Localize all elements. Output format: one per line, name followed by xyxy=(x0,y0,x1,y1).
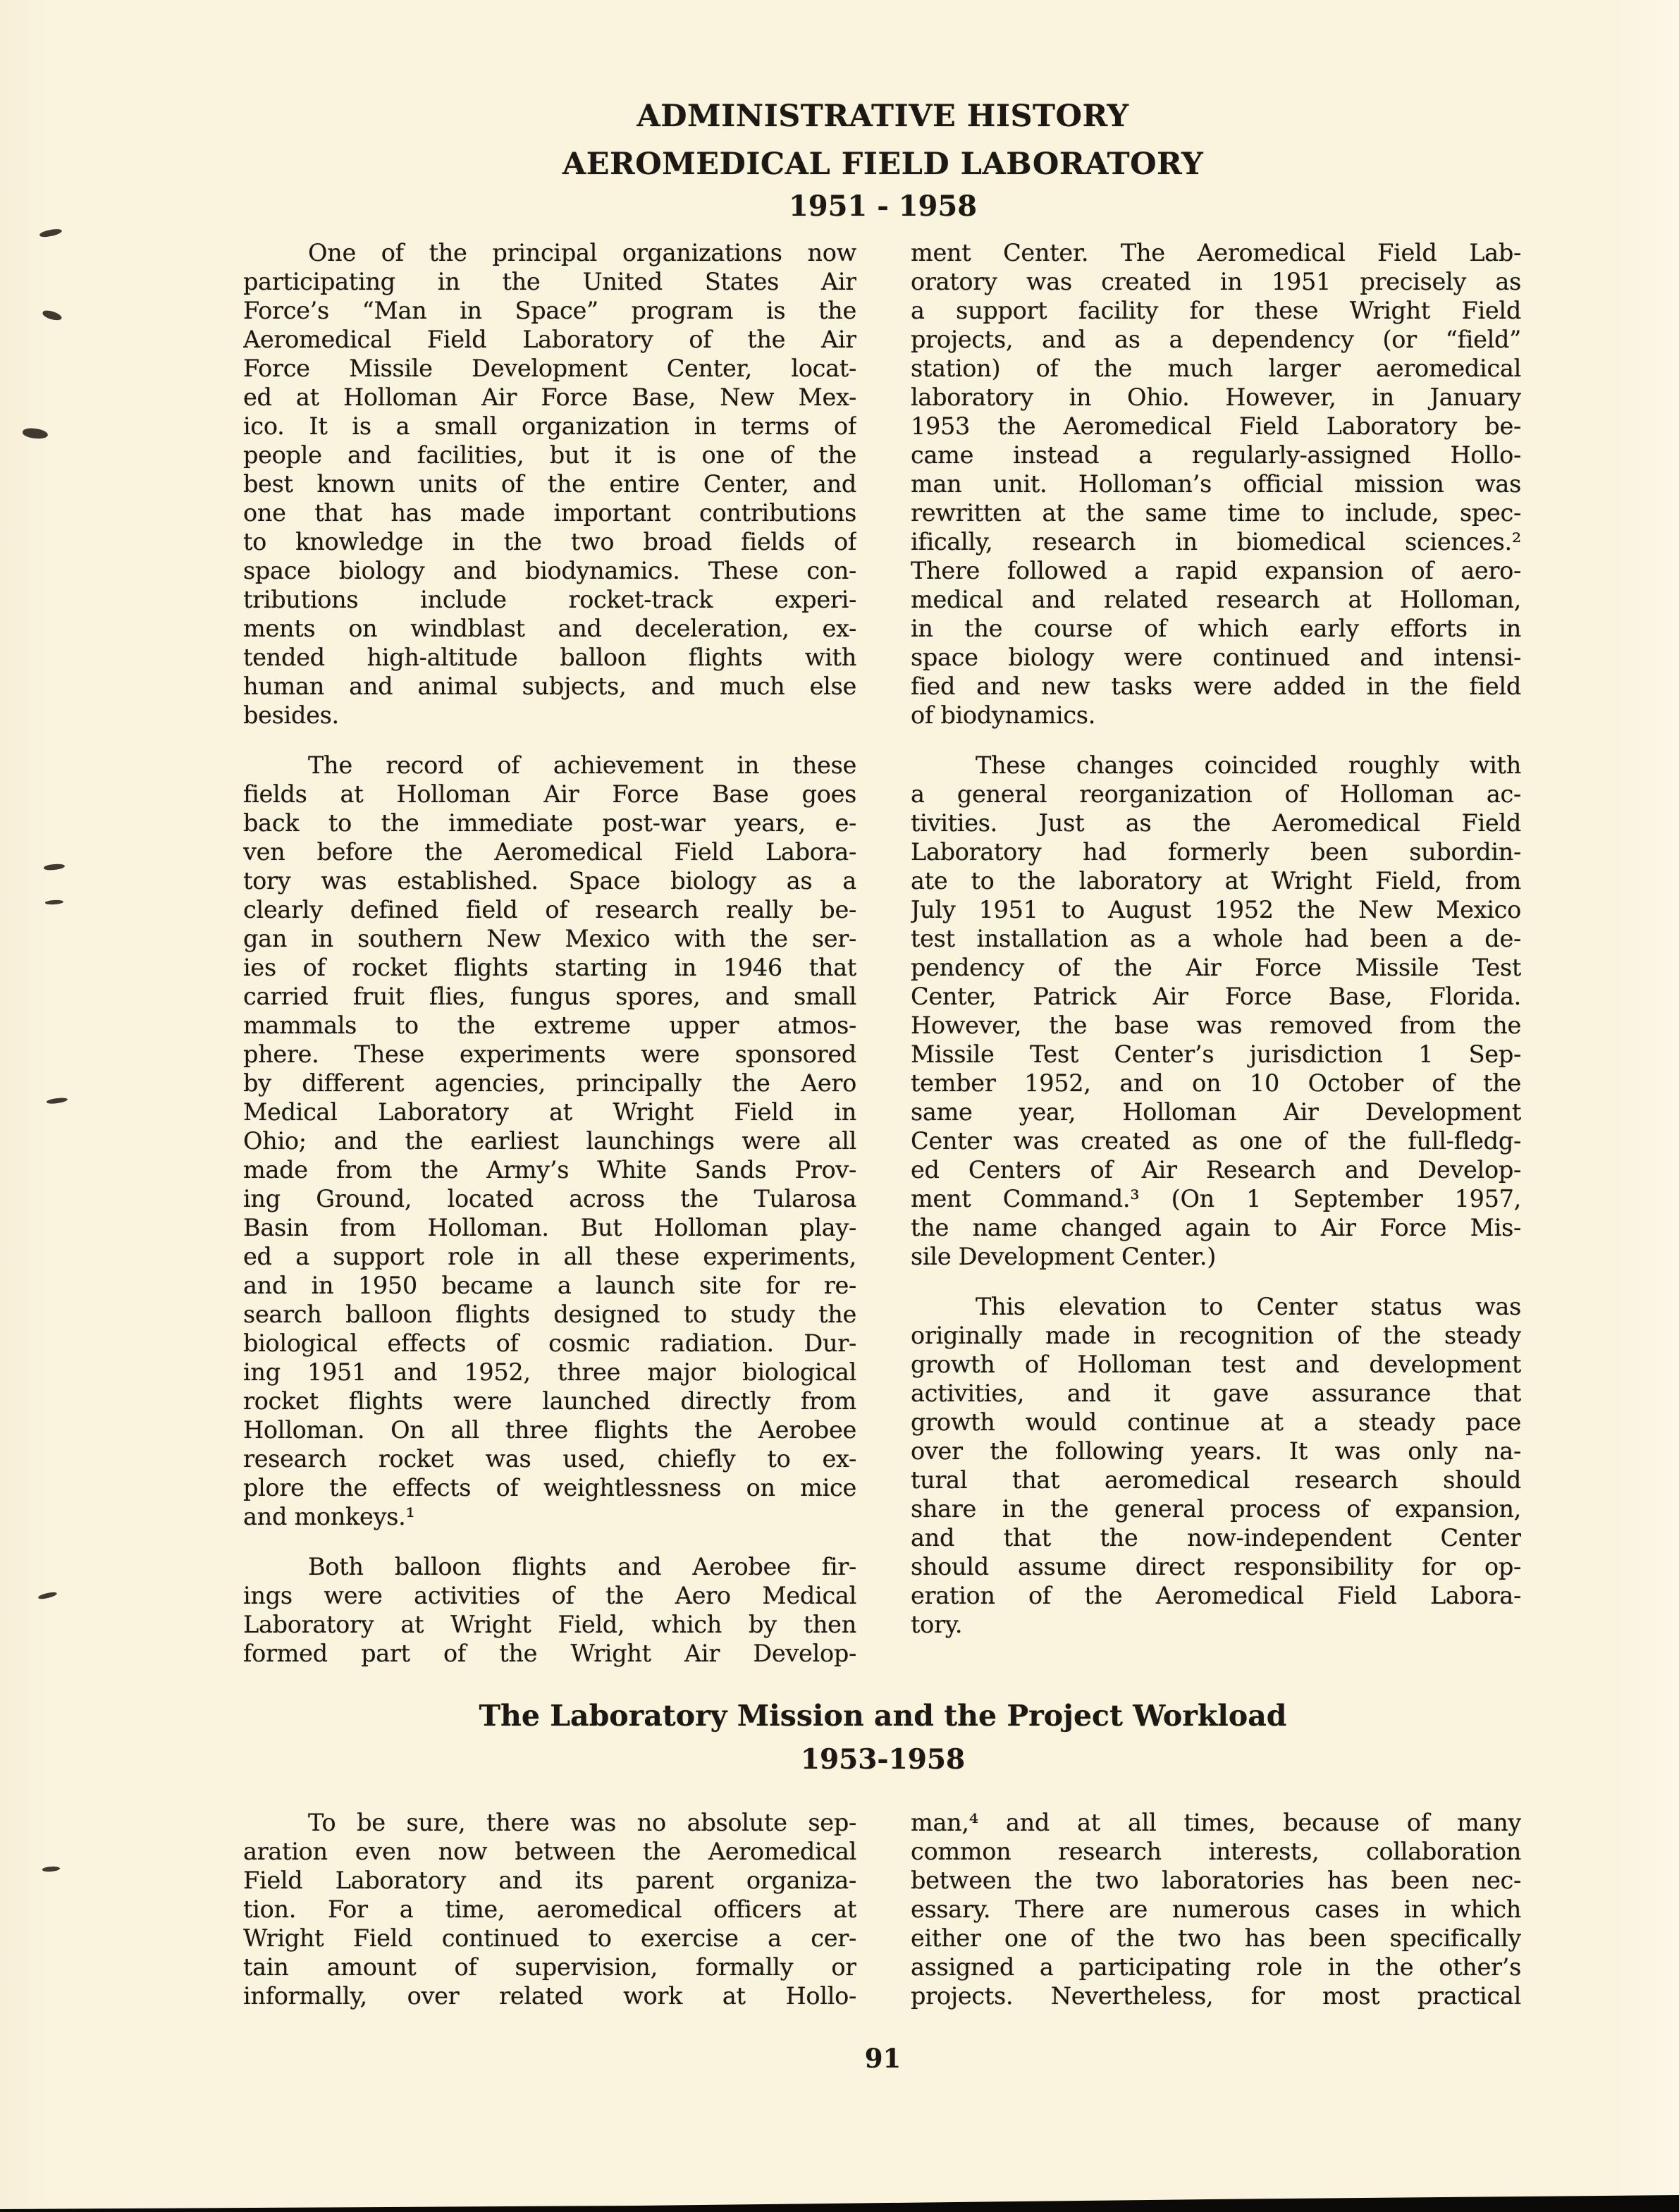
section-heading-dates: 1953-1958 xyxy=(800,1743,966,1776)
paragraph xyxy=(243,238,856,730)
text-line: laboratory in Ohio. However, in January xyxy=(911,383,1521,411)
text-line: activities, and it gave assurance that xyxy=(911,1380,1521,1407)
text-line: growth would continue at a steady pace xyxy=(911,1408,1521,1436)
section-heading-title: The Laboratory Mission and the Project Workload xyxy=(479,1699,1287,1733)
text-line: common research interests, collaboration xyxy=(911,1838,1521,1865)
margin-mark-icon xyxy=(39,228,62,238)
text-line: ies of rocket flights starting in 1946 that xyxy=(243,954,856,981)
text-line: same year, Holloman Air Development xyxy=(911,1098,1521,1126)
text-line: tember 1952, and on 10 October of the xyxy=(911,1069,1521,1097)
text-line: Medical Laboratory at Wright Field in xyxy=(243,1098,856,1126)
text-line: gan in southern New Mexico with the ser- xyxy=(243,925,856,952)
text-line: mammals to the extreme upper atmos- xyxy=(243,1012,856,1039)
text-line: either one of the two has been specifically xyxy=(911,1924,1521,1952)
text-line: one that has made important contributions xyxy=(243,499,856,527)
text-line: back to the immediate post-war years, e- xyxy=(243,809,856,837)
text-line: fields at Holloman Air Force Base goes xyxy=(243,780,856,808)
text-line: participating in the United States Air xyxy=(243,268,856,295)
text-line: The record of achievement in these xyxy=(308,751,856,779)
text-line: ed at Holloman Air Force Base, New Mex- xyxy=(243,383,856,411)
text-line: space biology were continued and intensi- xyxy=(911,644,1521,671)
text-line: To be sure, there was no absolute sep- xyxy=(308,1809,856,1836)
text-line: Force Missile Development Center, locat- xyxy=(243,355,856,382)
margin-mark-icon xyxy=(22,427,48,440)
paragraph xyxy=(911,1808,1521,2010)
text-line: ing 1951 and 1952, three major biological xyxy=(243,1358,856,1386)
text-line: man unit. Holloman’s official mission was xyxy=(911,470,1521,498)
text-line: ed a support role in all these experiments, xyxy=(243,1243,856,1270)
text-line: made from the Army’s White Sands Prov- xyxy=(243,1156,856,1184)
text-line: phere. These experiments were sponsored xyxy=(243,1040,856,1068)
margin-mark-icon xyxy=(45,899,63,905)
text-line: of biodynamics. xyxy=(911,701,1096,729)
text-line: projects, and as a dependency (or “field” xyxy=(911,326,1521,353)
text-line: carried fruit flies, fungus spores, and small xyxy=(243,983,856,1010)
text-line: ing Ground, located across the Tularosa xyxy=(243,1185,856,1212)
text-line: the name changed again to Air Force Mis- xyxy=(911,1214,1521,1241)
text-line: ed Centers of Air Research and Develop- xyxy=(911,1156,1521,1184)
text-line: and monkeys.¹ xyxy=(243,1503,415,1530)
text-line: oratory was created in 1951 precisely as xyxy=(911,268,1521,295)
text-line: 1953 the Aeromedical Field Laboratory be- xyxy=(911,412,1521,440)
text-line: Both balloon flights and Aerobee fir- xyxy=(308,1553,856,1580)
text-line: people and facilities, but it is one of the xyxy=(243,441,856,469)
text-line: over the following years. It was only na- xyxy=(911,1437,1521,1465)
text-line: Laboratory at Wright Field, which by then xyxy=(243,1611,856,1638)
text-line: ings were activities of the Aero Medical xyxy=(243,1582,856,1609)
text-line: tion. For a time, aeromedical officers at xyxy=(243,1895,856,1923)
text-line: by different agencies, principally the Aero xyxy=(243,1069,856,1097)
text-line: test installation as a whole had been a de- xyxy=(911,925,1521,952)
text-line: human and animal subjects, and much else xyxy=(243,672,856,700)
text-line: tory. xyxy=(911,1611,963,1638)
text-line: ment Command.³ (On 1 September 1957, xyxy=(911,1185,1521,1212)
paragraph xyxy=(243,1808,856,2010)
text-line: biological effects of cosmic radiation. Dur- xyxy=(243,1329,856,1357)
text-line: Force’s “Man in Space” program is the xyxy=(243,297,856,324)
scan-edge-bar xyxy=(0,2188,1679,2212)
text-line: besides. xyxy=(243,701,339,729)
text-line: ment Center. The Aeromedical Field Lab- xyxy=(911,239,1521,266)
text-line: informally, over related work at Hollo- xyxy=(243,1982,856,2010)
text-line: projects. Nevertheless, for most practical xyxy=(911,1982,1521,2010)
text-line: should assume direct responsibility for op- xyxy=(911,1553,1521,1580)
margin-mark-icon xyxy=(42,309,63,321)
text-line: research rocket was used, chiefly to ex- xyxy=(243,1445,856,1473)
text-line: search balloon flights designed to study the xyxy=(243,1301,856,1328)
text-line: One of the principal organizations now xyxy=(308,239,856,266)
text-line: share in the general process of expansion, xyxy=(911,1495,1521,1523)
main-column-left xyxy=(243,238,856,1668)
text-line: Missile Test Center’s jurisdiction 1 Sep- xyxy=(911,1040,1521,1068)
text-line: came instead a regularly-assigned Hollo- xyxy=(911,441,1521,469)
text-line: sile Development Center.) xyxy=(911,1243,1217,1270)
text-line: originally made in recognition of the steady xyxy=(911,1322,1521,1349)
margin-mark-icon xyxy=(42,1866,61,1872)
text-line: rocket flights were launched directly from xyxy=(243,1387,856,1415)
lower-column-right xyxy=(911,1808,1521,2010)
lower-column-left xyxy=(243,1808,856,2010)
text-line: ate to the laboratory at Wright Field, from xyxy=(911,867,1521,895)
text-line: essary. There are numerous cases in which xyxy=(911,1895,1521,1923)
text-line: a general reorganization of Holloman ac- xyxy=(911,780,1521,808)
page-date-range: 1951 - 1958 xyxy=(788,190,978,223)
text-line: Laboratory had formerly been subordin- xyxy=(911,838,1521,866)
paragraph xyxy=(911,238,1521,730)
text-line: tain amount of supervision, formally or xyxy=(243,1953,856,1981)
text-line: a support facility for these Wright Field xyxy=(911,297,1521,324)
text-line: tivities. Just as the Aeromedical Field xyxy=(911,809,1521,837)
text-line: eration of the Aeromedical Field Labora- xyxy=(911,1582,1521,1609)
paragraph xyxy=(911,751,1521,1271)
text-line: ico. It is a small organization in terms of xyxy=(243,412,856,440)
text-line: fied and new tasks were added in the field xyxy=(911,672,1521,700)
text-line: tributions include rocket-track experi- xyxy=(243,586,856,613)
text-line: and that the now-independent Center xyxy=(911,1524,1521,1552)
paragraph xyxy=(911,1292,1521,1639)
text-line: man,⁴ and at all times, because of many xyxy=(911,1809,1521,1836)
text-line: tended high-altitude balloon flights with xyxy=(243,644,856,671)
margin-mark-icon xyxy=(38,1591,58,1600)
text-line: ments on windblast and deceleration, ex- xyxy=(243,615,856,642)
page-title: ADMINISTRATIVE HISTORY xyxy=(636,99,1129,134)
text-line: ifically, research in biomedical sciences.² xyxy=(911,528,1521,555)
text-line: medical and related research at Holloman, xyxy=(911,586,1521,613)
text-line: Ohio; and the earliest launchings were all xyxy=(243,1127,856,1155)
page-subtitle: AEROMEDICAL FIELD LABORATORY xyxy=(562,147,1204,182)
document-header xyxy=(243,97,1523,224)
text-line: tory was established. Space biology as a xyxy=(243,867,856,895)
text-line: station) of the much larger aeromedical xyxy=(911,355,1521,382)
text-line: clearly defined field of research really be- xyxy=(243,896,856,923)
text-line: in the course of which early efforts in xyxy=(911,615,1521,642)
text-line: There followed a rapid expansion of aero- xyxy=(911,557,1521,584)
section-heading xyxy=(243,1697,1523,1776)
text-line: growth of Holloman test and development xyxy=(911,1351,1521,1378)
text-line: tural that aeromedical research should xyxy=(911,1466,1521,1494)
text-line: Center, Patrick Air Force Base, Florida. xyxy=(911,983,1521,1010)
text-line: However, the base was removed from the xyxy=(911,1012,1521,1039)
main-column-right xyxy=(911,238,1521,1639)
page-number: 91 xyxy=(864,2043,902,2074)
text-line: July 1951 to August 1952 the New Mexico xyxy=(911,896,1521,923)
text-line: best known units of the entire Center, and xyxy=(243,470,856,498)
text-line: This elevation to Center status was xyxy=(976,1293,1521,1320)
text-line: rewritten at the same time to include, spec- xyxy=(911,499,1521,527)
text-line: Wright Field continued to exercise a cer- xyxy=(243,1924,856,1952)
text-line: Field Laboratory and its parent organiza- xyxy=(243,1867,856,1894)
margin-mark-icon xyxy=(47,1097,68,1105)
paragraph xyxy=(243,1552,856,1668)
text-line: Basin from Holloman. But Holloman play- xyxy=(243,1214,856,1241)
text-line: plore the effects of weightlessness on mice xyxy=(243,1474,856,1501)
text-line: and in 1950 became a launch site for re- xyxy=(243,1272,856,1299)
text-line: aration even now between the Aeromedical xyxy=(243,1838,856,1865)
text-line: space biology and biodynamics. These con- xyxy=(243,557,856,584)
margin-mark-icon xyxy=(44,863,66,871)
text-line: Aeromedical Field Laboratory of the Air xyxy=(243,326,856,353)
text-line: formed part of the Wright Air Develop- xyxy=(243,1640,856,1667)
text-line: Holloman. On all three flights the Aerobee xyxy=(243,1416,856,1444)
text-line: ven before the Aeromedical Field Labora- xyxy=(243,838,856,866)
text-line: These changes coincided roughly with xyxy=(976,751,1521,779)
text-line: Center was created as one of the full-fledg- xyxy=(911,1127,1521,1155)
text-line: to knowledge in the two broad fields of xyxy=(243,528,856,555)
paragraph xyxy=(243,751,856,1531)
text-line: pendency of the Air Force Missile Test xyxy=(911,954,1521,981)
text-line: between the two laboratories has been nec- xyxy=(911,1867,1521,1894)
text-line: assigned a participating role in the other’s xyxy=(911,1953,1521,1981)
